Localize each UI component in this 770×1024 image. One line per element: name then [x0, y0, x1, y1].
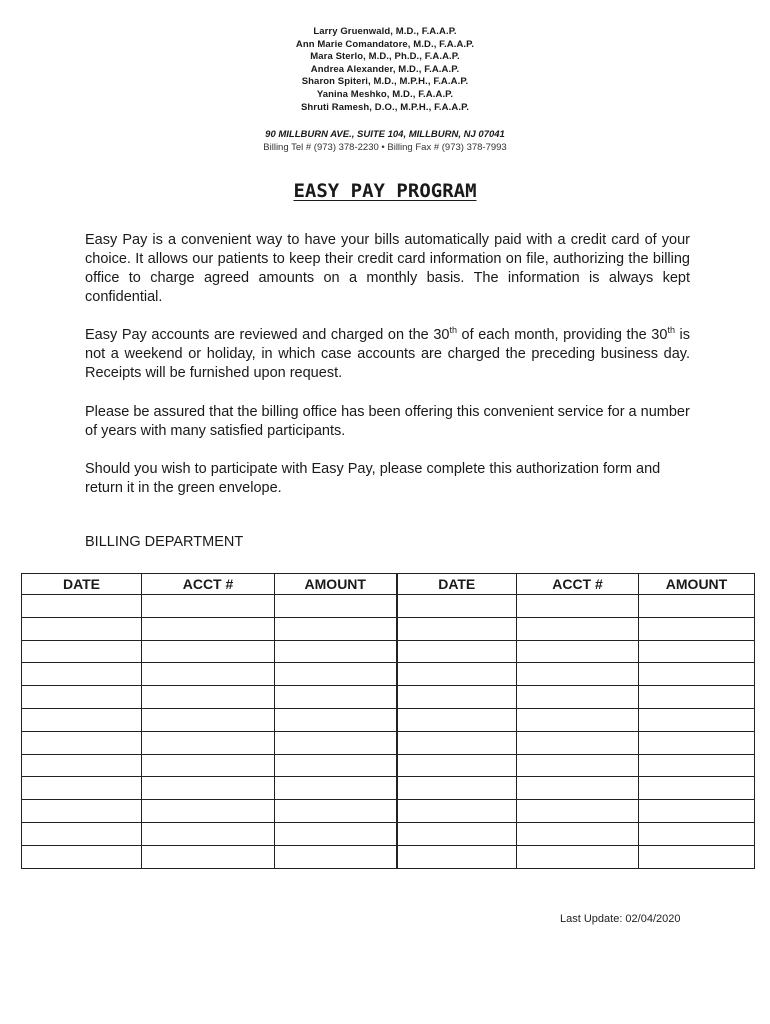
table-row: [22, 640, 755, 663]
table-row: [22, 777, 755, 800]
table-cell[interactable]: [22, 640, 142, 663]
table-cell[interactable]: [397, 617, 517, 640]
table-cell[interactable]: [639, 845, 755, 868]
table-cell[interactable]: [275, 777, 397, 800]
table-cell[interactable]: [397, 595, 517, 618]
table-cell[interactable]: [142, 708, 275, 731]
table-cell[interactable]: [397, 640, 517, 663]
table-cell[interactable]: [142, 777, 275, 800]
table-cell[interactable]: [275, 754, 397, 777]
table-header-row: [22, 574, 755, 595]
table-cell[interactable]: [397, 800, 517, 823]
table-cell[interactable]: [639, 754, 755, 777]
table-cell[interactable]: [142, 800, 275, 823]
office-address: 90 MILLBURN AVE., SUITE 104, MILLBURN, NJ 07041: [265, 129, 505, 141]
department-signature: BILLING DEPARTMENT: [85, 534, 244, 550]
physician-name: Larry Gruenwald, M.D., F.A.A.P.: [313, 26, 457, 37]
table-row: [22, 754, 755, 777]
table-cell[interactable]: [22, 617, 142, 640]
table-cell[interactable]: [142, 845, 275, 868]
table-cell[interactable]: [22, 663, 142, 686]
column-header-amount: AMOUNT: [275, 574, 397, 595]
table-cell[interactable]: [275, 845, 397, 868]
table-cell[interactable]: [275, 595, 397, 618]
table-row: [22, 731, 755, 754]
table-cell[interactable]: [517, 754, 639, 777]
table-cell[interactable]: [142, 754, 275, 777]
table-cell[interactable]: [275, 822, 397, 845]
table-cell[interactable]: [22, 731, 142, 754]
table-cell[interactable]: [639, 822, 755, 845]
table-row: [22, 595, 755, 618]
table-cell[interactable]: [397, 663, 517, 686]
physician-name: Yanina Meshko, M.D., F.A.A.P.: [316, 88, 454, 100]
last-update: Last Update: 02/04/2020: [560, 913, 681, 925]
table-cell[interactable]: [275, 800, 397, 823]
table-cell[interactable]: [517, 731, 639, 754]
column-header-date: DATE: [22, 574, 142, 595]
table-cell[interactable]: [639, 708, 755, 731]
table-cell[interactable]: [397, 686, 517, 709]
table-body: [22, 595, 755, 869]
paragraph-instructions: Should you wish to participate with Easy Pay, please complete this authorization form and return it in the green envelope.: [85, 461, 661, 496]
table-cell[interactable]: [275, 708, 397, 731]
table-cell[interactable]: [22, 777, 142, 800]
table-cell[interactable]: [517, 595, 639, 618]
table-cell[interactable]: [275, 640, 397, 663]
table-cell[interactable]: [142, 686, 275, 709]
table-cell[interactable]: [22, 822, 142, 845]
table-cell[interactable]: [517, 617, 639, 640]
physician-name: Ann Marie Comandatore, M.D., F.A.A.P.: [295, 38, 475, 50]
table-cell[interactable]: [517, 640, 639, 663]
table-cell[interactable]: [142, 663, 275, 686]
table-cell[interactable]: [517, 800, 639, 823]
column-header-amount: AMOUNT: [639, 574, 755, 595]
ordinal-suffix: th: [667, 325, 675, 336]
paragraph-charge-schedule: [85, 326, 690, 383]
table-cell[interactable]: [22, 708, 142, 731]
paragraph-text: is not a weekend or holiday, in which case accounts are charged the preceding business day. Receipts will be furnished upon request.: [85, 327, 691, 381]
physician-name: Mara Sterlo, M.D., Ph.D., F.A.A.P.: [310, 51, 460, 63]
ordinal-suffix: th: [449, 325, 457, 336]
table-cell[interactable]: [639, 640, 755, 663]
billing-contact: Billing Tel # (973) 378-2230 • Billing Fax # (973) 378-7993: [263, 142, 507, 154]
table-cell[interactable]: [142, 595, 275, 618]
table-row: [22, 663, 755, 686]
paragraph-text: Easy Pay accounts are reviewed and charged on the 30: [85, 327, 450, 343]
table-cell[interactable]: [142, 640, 275, 663]
table-row: [22, 686, 755, 709]
table-row: [22, 708, 755, 731]
table-cell[interactable]: [517, 686, 639, 709]
paragraph-intro: Easy Pay is a convenient way to have your bills automatically paid with a credit card of your choice. It allows our patients to keep their credit card information on file, authorizing the billing office to charge agreed amounts on a monthly basis. The information is always kept confidential.: [85, 232, 690, 305]
column-header-acct: ACCT #: [142, 574, 275, 595]
table-row: [22, 822, 755, 845]
table-cell[interactable]: [275, 663, 397, 686]
column-header-acct: ACCT #: [517, 574, 639, 595]
table-cell[interactable]: [397, 754, 517, 777]
physician-name: Shruti Ramesh, D.O., M.P.H., F.A.A.P.: [300, 101, 470, 113]
table-cell[interactable]: [142, 731, 275, 754]
table-row: [22, 845, 755, 868]
table-cell[interactable]: [275, 686, 397, 709]
table-cell[interactable]: [142, 617, 275, 640]
table-cell[interactable]: [639, 731, 755, 754]
table-cell[interactable]: [397, 822, 517, 845]
table-cell[interactable]: [517, 822, 639, 845]
table-cell[interactable]: [22, 800, 142, 823]
table-cell[interactable]: [639, 595, 755, 618]
billing-table: [21, 573, 755, 869]
column-header-date: DATE: [397, 574, 517, 595]
letterhead: [0, 26, 770, 155]
table-row: [22, 617, 755, 640]
table-cell[interactable]: [639, 663, 755, 686]
table-cell[interactable]: [22, 595, 142, 618]
billing-table-container: [21, 573, 754, 869]
table-cell[interactable]: [22, 754, 142, 777]
table-cell[interactable]: [22, 845, 142, 868]
table-cell[interactable]: [22, 686, 142, 709]
table-cell[interactable]: [397, 731, 517, 754]
table-cell[interactable]: [517, 845, 639, 868]
table-cell[interactable]: [275, 731, 397, 754]
table-cell[interactable]: [142, 822, 275, 845]
table-cell[interactable]: [639, 686, 755, 709]
table-cell[interactable]: [639, 777, 755, 800]
table-cell[interactable]: [275, 617, 397, 640]
table-cell[interactable]: [397, 708, 517, 731]
document-title: [0, 180, 770, 202]
table-cell[interactable]: [639, 800, 755, 823]
table-row: [22, 800, 755, 823]
table-cell[interactable]: [517, 663, 639, 686]
paragraph-text: of each month, providing the 30: [456, 327, 668, 343]
physician-name: Sharon Spiteri, M.D., M.P.H., F.A.A.P.: [301, 76, 469, 88]
document-title-text: EASY PAY PROGRAM: [293, 180, 477, 202]
table-cell[interactable]: [397, 845, 517, 868]
physician-name: Andrea Alexander, M.D., F.A.A.P.: [310, 63, 460, 75]
paragraph-assurance: Please be assured that the billing office has been offering this convenient service for a number of years with many satisfied participants.: [85, 404, 690, 439]
table-cell[interactable]: [517, 708, 639, 731]
table-cell[interactable]: [517, 777, 639, 800]
table-cell[interactable]: [639, 617, 755, 640]
table-cell[interactable]: [397, 777, 517, 800]
